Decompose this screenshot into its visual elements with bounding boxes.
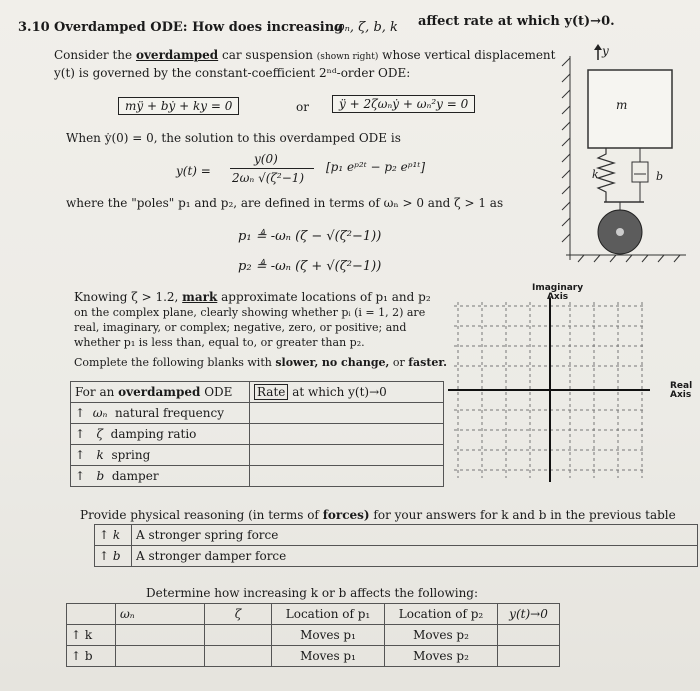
solution-lhs: y(t) = bbox=[176, 164, 211, 178]
row-label bbox=[95, 546, 132, 567]
header-cell: ωₙ bbox=[116, 604, 205, 625]
row-text: damper bbox=[111, 469, 159, 483]
intro-text: whose vertical displacement bbox=[382, 48, 556, 62]
table-row bbox=[71, 445, 444, 466]
knowing-text: Knowing ζ > 1.2, bbox=[74, 290, 179, 304]
problem-vars: ωₙ, ζ, b, k bbox=[334, 20, 398, 35]
reasoning-prompt bbox=[80, 508, 676, 522]
answer-blank[interactable] bbox=[498, 625, 560, 646]
up-arrow-icon: ↑ bbox=[75, 448, 86, 462]
pole-p1-definition: p₁ ≜ -ωₙ (ζ − √(ζ²−1)) bbox=[238, 229, 382, 244]
figure-mass-label: m bbox=[616, 98, 628, 112]
fraction-bar bbox=[230, 168, 314, 169]
complete-or: or bbox=[392, 356, 405, 369]
p2-move-cell[interactable]: Moves p₂ bbox=[385, 646, 498, 667]
choice-faster: faster. bbox=[408, 356, 448, 369]
knowing-line-4: whether p₁ is less than, equal to, or greater than p₂. bbox=[74, 336, 365, 349]
imag-label-line: Imaginary bbox=[532, 283, 584, 293]
figure-y-label: y bbox=[602, 44, 609, 58]
effects-table-header bbox=[67, 604, 560, 625]
up-arrow-icon: ↑ bbox=[75, 469, 86, 483]
table-row bbox=[67, 646, 560, 667]
reasoning-forces: forces) bbox=[322, 508, 370, 522]
poles-description: where the "poles" p₁ and p₂, are defined in terms of ωₙ > 0 and ζ > 1 as bbox=[66, 196, 504, 210]
wheel-hub bbox=[616, 228, 624, 236]
up-arrow-icon: ↑ bbox=[75, 427, 86, 441]
arrow-head-icon bbox=[594, 44, 602, 50]
reasoning-table bbox=[94, 524, 698, 567]
header-cell: Location of p₁ bbox=[272, 604, 385, 625]
complete-instruction bbox=[74, 356, 447, 369]
solution-numerator: y(0) bbox=[254, 152, 278, 166]
table-row bbox=[71, 424, 444, 445]
intro-overdamped: overdamped bbox=[135, 48, 219, 62]
row-label bbox=[95, 525, 132, 546]
head-text: For an bbox=[75, 385, 115, 399]
figure-damper-label: b bbox=[656, 170, 664, 183]
intro-text: Consider the bbox=[54, 48, 133, 62]
damper-icon bbox=[632, 162, 648, 182]
answer-blank[interactable] bbox=[116, 625, 205, 646]
table2-title: Determine how increasing k or b affects the following: bbox=[146, 586, 479, 600]
head-overdamped: overdamped bbox=[118, 385, 201, 399]
answer-blank[interactable] bbox=[498, 646, 560, 667]
choice-no-change: no change, bbox=[321, 356, 390, 369]
row-symbol: k bbox=[112, 528, 121, 542]
figure-spring-label: k bbox=[592, 168, 599, 181]
rate-table-head-rate bbox=[250, 382, 444, 403]
mass-block bbox=[588, 70, 672, 148]
table-row bbox=[71, 403, 444, 424]
complete-text: Complete the following blanks with bbox=[74, 356, 272, 369]
reasoning-answer[interactable] bbox=[132, 525, 698, 546]
intro-shown-right: (shown right) bbox=[316, 52, 379, 62]
header-cell: Location of p₂ bbox=[385, 604, 498, 625]
up-arrow-icon: ↑ bbox=[99, 528, 110, 542]
problem-title-tail: affect rate at which y(t)→0. bbox=[418, 14, 615, 29]
problem-number: 3.10 bbox=[18, 20, 50, 35]
row-label bbox=[71, 403, 250, 424]
answer-blank[interactable] bbox=[205, 646, 272, 667]
imag-label-line: Axis bbox=[546, 292, 569, 302]
rate-table-head-cell bbox=[71, 382, 250, 403]
row-text: damping ratio bbox=[110, 427, 197, 441]
intro-line-1 bbox=[54, 48, 555, 62]
ode-equation-physical: mÿ + bẏ + ky = 0 bbox=[118, 97, 239, 115]
row-label bbox=[71, 466, 250, 487]
up-arrow-icon: ↑ bbox=[75, 406, 86, 420]
rate-table-header bbox=[71, 382, 444, 403]
row-symbol: b bbox=[112, 549, 121, 563]
answer-blank[interactable] bbox=[116, 646, 205, 667]
row-label: ↑ b bbox=[67, 646, 116, 667]
up-arrow-icon: ↑ bbox=[99, 549, 110, 563]
equation-or: or bbox=[296, 100, 309, 114]
knowing-line-1 bbox=[74, 290, 431, 304]
rate-table bbox=[70, 381, 444, 487]
row-symbol: b bbox=[96, 469, 105, 483]
rate-answer-blank[interactable] bbox=[250, 445, 444, 466]
effects-table bbox=[66, 603, 560, 667]
row-symbol: k bbox=[96, 448, 104, 462]
knowing-mark: mark bbox=[182, 290, 218, 304]
rate-answer-blank[interactable] bbox=[250, 424, 444, 445]
row-label: ↑ k bbox=[67, 625, 116, 646]
complex-plane-figure bbox=[446, 282, 656, 502]
pole-p2-definition: p₂ ≜ -ωₙ (ζ + √(ζ²−1)) bbox=[238, 259, 382, 274]
reasoning-row-text: A stronger damper force bbox=[136, 549, 287, 563]
table-row bbox=[71, 466, 444, 487]
p1-move-cell[interactable]: Moves p₁ bbox=[272, 646, 385, 667]
reasoning-text: for your answers for k and b in the previous table bbox=[373, 508, 676, 522]
choice-slower: slower, bbox=[275, 356, 319, 369]
head-rate-boxed: Rate bbox=[254, 384, 288, 400]
reasoning-row-text: A stronger spring force bbox=[136, 528, 279, 542]
intro-text: car suspension bbox=[222, 48, 313, 62]
table-row bbox=[95, 525, 698, 546]
reasoning-text: Provide physical reasoning (in terms of bbox=[80, 508, 319, 522]
imaginary-axis-label bbox=[532, 284, 583, 302]
wall-hatch bbox=[562, 56, 570, 260]
ode-equation-normalized: ÿ + 2ζωₙẏ + ωₙ²y = 0 bbox=[332, 95, 475, 113]
p1-move-cell[interactable]: Moves p₁ bbox=[272, 625, 385, 646]
problem-title: Overdamped ODE: How does increasing bbox=[54, 20, 344, 35]
answer-blank[interactable] bbox=[205, 625, 272, 646]
header-cell: y(t)→0 bbox=[498, 604, 560, 625]
ground-hatch bbox=[566, 255, 686, 262]
reasoning-answer[interactable] bbox=[132, 546, 698, 567]
table-row bbox=[67, 625, 560, 646]
intro-line-2: y(t) is governed by the constant-coefficient 2ⁿᵈ-order ODE: bbox=[54, 66, 411, 80]
real-label-line: Axis bbox=[670, 390, 692, 400]
row-symbol: ωₙ bbox=[92, 406, 108, 420]
row-label bbox=[71, 445, 250, 466]
spring-icon bbox=[598, 148, 614, 202]
solution-intro: When ẏ(0) = 0, the solution to this overdamped ODE is bbox=[66, 131, 401, 145]
row-symbol: ζ bbox=[96, 427, 104, 441]
rate-answer-blank[interactable] bbox=[250, 466, 444, 487]
row-text: spring bbox=[111, 448, 151, 462]
row-label bbox=[71, 424, 250, 445]
table-row bbox=[95, 546, 698, 567]
solution-bracket: [p₁ eᵖ²ᵗ − p₂ eᵖ¹ᵗ] bbox=[326, 160, 425, 174]
header-cell: ζ bbox=[205, 604, 272, 625]
row-text: natural frequency bbox=[115, 406, 224, 420]
head-tail: at which y(t)→0 bbox=[292, 385, 387, 399]
real-label-line: Real bbox=[670, 381, 693, 391]
knowing-line-2: on the complex plane, clearly showing whether pᵢ (i = 1, 2) are bbox=[74, 306, 426, 319]
knowing-line-3: real, imaginary, or complex; negative, zero, or positive; and bbox=[74, 321, 407, 334]
rate-answer-blank[interactable] bbox=[250, 403, 444, 424]
head-text: ODE bbox=[204, 385, 233, 399]
real-axis-label bbox=[670, 382, 692, 400]
header-cell bbox=[67, 604, 116, 625]
knowing-text: approximate locations of p₁ and p₂ bbox=[221, 290, 431, 304]
p2-move-cell[interactable]: Moves p₂ bbox=[385, 625, 498, 646]
solution-denominator: 2ωₙ √(ζ²−1) bbox=[232, 171, 305, 185]
suspension-figure bbox=[558, 42, 690, 266]
